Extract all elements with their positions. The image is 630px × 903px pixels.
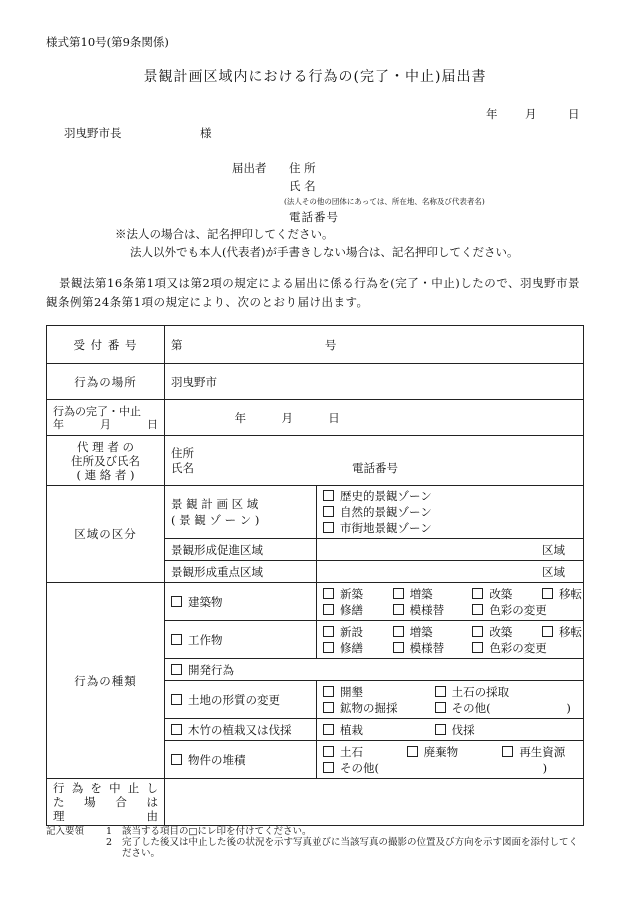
receipt-label: 受 付 番 号	[47, 326, 165, 364]
date-year: 年	[486, 107, 498, 121]
checkbox-icon[interactable]	[393, 642, 404, 653]
receipt-prefix: 第	[171, 337, 183, 352]
checkbox-icon[interactable]	[323, 686, 334, 697]
note-item: 完了した後又は中止した後の状況を示す写真並びに当該写真の撮影の位置及び方向を示す図面を添付してください。	[122, 837, 579, 859]
checkbox-icon[interactable]	[323, 506, 334, 517]
checkbox-icon[interactable]	[393, 604, 404, 615]
checkbox-icon[interactable]	[323, 604, 334, 615]
form-number: 様式第10号(第9条関係)	[46, 35, 169, 49]
trees-details[interactable]: 植栽 伐採	[317, 719, 584, 741]
address-label: 住 所	[289, 161, 316, 175]
checkbox-icon[interactable]	[435, 686, 446, 697]
structure-details[interactable]: 新設 増築 改築 移転 修繕 模様替 色彩の変更	[317, 621, 584, 659]
checkbox-icon[interactable]	[435, 702, 446, 713]
checkbox-icon[interactable]	[323, 626, 334, 637]
receipt-cell[interactable]	[165, 326, 584, 364]
reason-label: 行為を中止し た 場 合 は 理 由	[47, 779, 165, 826]
checkbox-icon[interactable]	[323, 522, 334, 533]
notes-heading: 記入要領	[46, 826, 85, 837]
place-value[interactable]: 羽曳野市	[165, 364, 584, 400]
completion-date-label: 行為の完了・中止 年 月 日	[47, 400, 165, 436]
priority-area-label: 景観形成重点区域	[165, 561, 317, 583]
checkbox-icon[interactable]	[407, 746, 418, 757]
name-label: 氏 名	[289, 179, 316, 193]
checkbox-icon[interactable]	[323, 588, 334, 599]
phone-label: 電話番号	[289, 210, 339, 224]
storage-details[interactable]: 土石 廃棄物 再生資源 その他( )	[317, 741, 584, 779]
checkbox-icon[interactable]	[472, 626, 483, 637]
checkbox-icon[interactable]	[171, 724, 182, 735]
checkbox-icon[interactable]	[393, 626, 404, 637]
notifier-label: 届出者	[232, 161, 267, 175]
checkbox-icon[interactable]	[323, 724, 334, 735]
storage-option[interactable]: 物件の堆積	[165, 741, 317, 779]
promotion-area-value[interactable]: 区域	[317, 539, 584, 561]
notes: 記入要領 1 該当する項目の□にレ印を付けてください。 2 完了した後又は中止した後の状況を示す写真並びに当該写真の撮影の位置及び方向を示す図面を添付してください。	[46, 826, 586, 859]
checkbox-icon[interactable]	[323, 702, 334, 713]
receipt-suffix: 号	[324, 337, 337, 352]
date-day: 日	[568, 107, 580, 121]
checkbox-icon[interactable]	[171, 634, 182, 645]
structure-option[interactable]: 工作物	[165, 621, 317, 659]
zone-options[interactable]: 歴史的景観ゾーン 自然的景観ゾーン 市街地景観ゾーン	[317, 486, 584, 539]
checkbox-icon[interactable]	[171, 694, 182, 705]
agent-value[interactable]: 住所 氏名 電話番号	[165, 436, 584, 486]
trees-option[interactable]: 木竹の植栽又は伐採	[165, 719, 317, 741]
checkbox-icon[interactable]	[472, 604, 483, 615]
development-option[interactable]: 開発行為	[165, 659, 584, 681]
notification-table	[46, 325, 584, 826]
checkbox-icon[interactable]	[323, 762, 334, 773]
page-title: 景観計画区域内における行為の(完了・中止)届出書	[143, 69, 487, 85]
checkbox-icon[interactable]	[502, 746, 513, 757]
priority-area-value[interactable]: 区域	[317, 561, 584, 583]
checkbox-icon[interactable]	[323, 490, 334, 501]
checkbox-icon[interactable]	[472, 642, 483, 653]
place-label: 行為の場所	[47, 364, 165, 400]
addressee: 羽曳野市長	[64, 126, 122, 140]
plan-area-label: 景 観 計 画 区 域 ( 景 観 ゾ ー ン )	[165, 486, 317, 539]
date-month: 月	[525, 107, 537, 121]
building-option[interactable]: 建築物	[165, 583, 317, 621]
checkbox-icon[interactable]	[171, 664, 182, 675]
acts-label: 行為の種類	[47, 583, 165, 779]
promotion-area-label: 景観形成促進区域	[165, 539, 317, 561]
building-details[interactable]: 新築 増築 改築 移転 修繕 模様替 色彩の変更	[317, 583, 584, 621]
land-option[interactable]: 土地の形質の変更	[165, 681, 317, 719]
land-details[interactable]: 開墾 土石の採取 鉱物の掘採 その他( )	[317, 681, 584, 719]
checkbox-icon[interactable]	[323, 642, 334, 653]
checkbox-icon[interactable]	[171, 596, 182, 607]
checkbox-icon[interactable]	[472, 588, 483, 599]
zone-label: 区域の区分	[47, 486, 165, 583]
honorific: 様	[200, 126, 212, 140]
checkbox-icon[interactable]	[542, 588, 553, 599]
note-item: 該当する項目の□にレ印を付けてください。	[122, 826, 312, 837]
checkbox-icon[interactable]	[323, 746, 334, 757]
checkbox-icon[interactable]	[171, 754, 182, 765]
completion-date-value[interactable]: 年 月 日	[165, 400, 584, 436]
corporation-note: (法人その他の団体にあっては、所在地、名称及び代表者名)	[284, 197, 485, 206]
seal-note-individual: 法人以外でも本人(代表者)が手書きしない場合は、記名押印してください。	[130, 245, 519, 259]
reason-value[interactable]	[165, 779, 584, 826]
seal-note-corporation: ※法人の場合は、記名押印してください。	[115, 227, 334, 241]
body-text: 景観法第16条第1項又は第2項の規定による届出に係る行為を(完了・中止)したので、羽曳野市景観条例第24条第1項の規定により、次のとおり届け出ます。	[46, 276, 581, 309]
checkbox-icon[interactable]	[435, 724, 446, 735]
checkbox-icon[interactable]	[542, 626, 553, 637]
agent-label: 代 理 者 の 住所及び氏名 ( 連 絡 者 )	[47, 436, 165, 486]
checkbox-icon[interactable]	[393, 588, 404, 599]
